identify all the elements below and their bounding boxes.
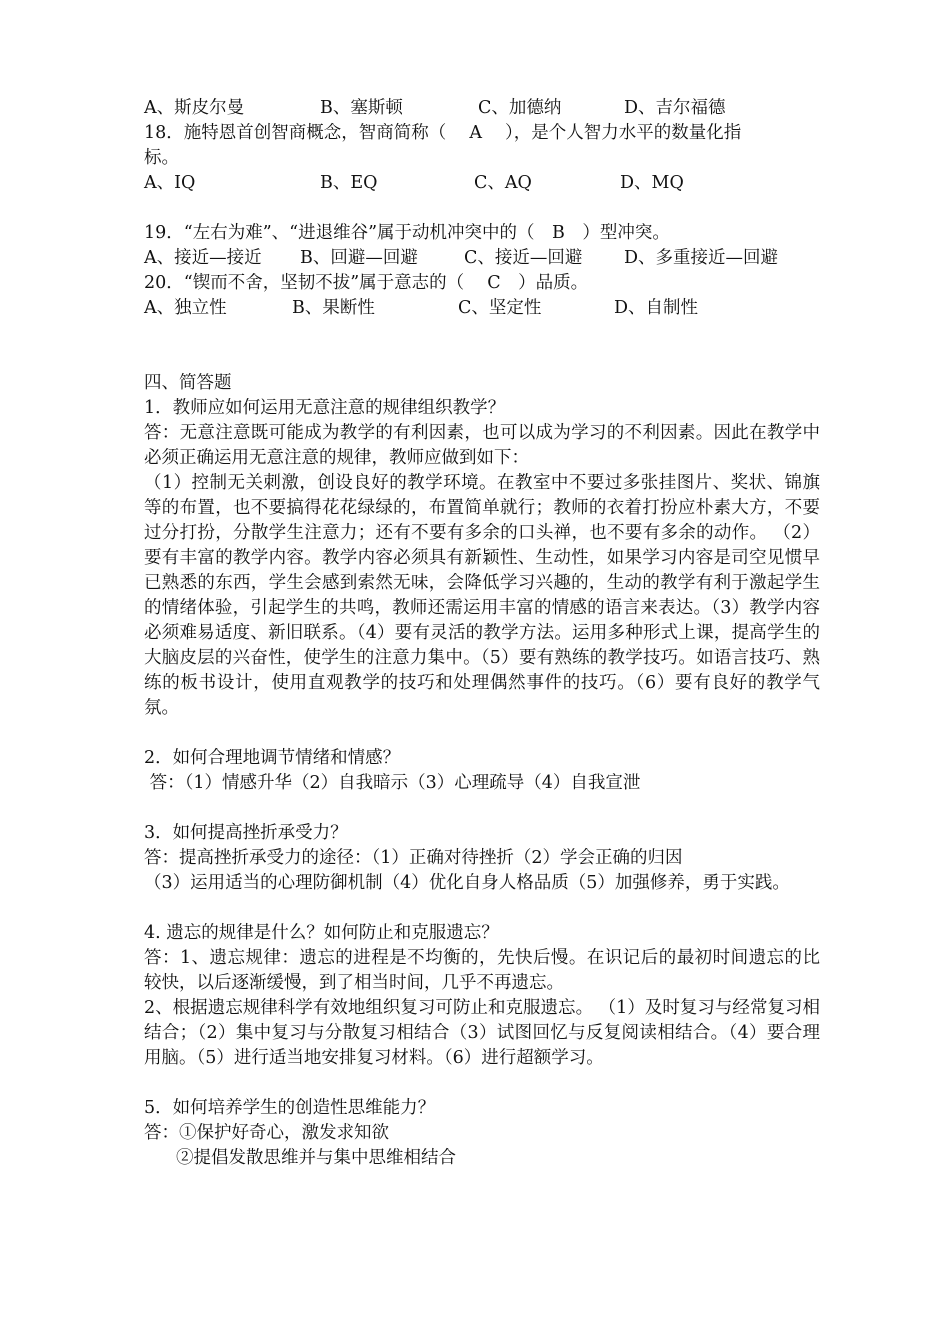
q1-answer-intro: 答：无意注意既可能成为教学的有利因素，也可以成为学习的不利因素。因此在教学中必须正确运用无意注意的规律，教师应做到如下：	[144, 423, 820, 468]
q18-option-b: B、EQ	[320, 173, 378, 193]
q2-title: 2．如何合理地调节情绪和情感？	[144, 748, 401, 768]
q18-option-a: A、IQ	[144, 173, 196, 193]
q1-answer-body: （1）控制无关刺激，创设良好的教学环境。在教室中不要过多张挂图片、奖状、锦旗等的布置，也不要搞得花花绿绿的，布置简单就行；教师的衣着打扮应朴素大方，不要过分打扮，分散学生注意力；还有不要有多余的口头禅，也不要有多余的动作。 （2）要有丰富的教学内容。教学内容必须具有新颖性、生动性，如果学习内容是司空见惯早已熟悉的东西，学生会感到索然无味，会降低学习兴趣的，生动的教学有利于激起学生的情绪体验，引起学生的共鸣，教师还需运用丰富的情感的语言来表达。（3）教学内容必须难易适度、新旧联系。（4）要有灵活的教学方法。运用多种形式上课，提高学生的大脑皮层的兴奋性，使学生的注意力集中。（5）要有熟练的教学技巧。如语言技巧、熟练的板书设计，使用直观教学的技巧和处理偶然事件的技巧。（6）要有良好的教学气氛。	[144, 473, 820, 718]
q4-answer-p2: 2、根据遗忘规律科学有效地组织复习可防止和克服遗忘。 （1）及时复习与经常复习相结合；（2）集中复习与分散复习相结合（3）试图回忆与反复阅读相结合。（4）要合理用脑。（5）进行适当地安排复习材料。（6）进行超额学习。	[144, 998, 820, 1068]
q4-title: 4. 遗忘的规律是什么？如何防止和克服遗忘？	[144, 923, 499, 943]
q17-option-d: D、吉尔福德	[624, 98, 726, 118]
q1-title: 1．教师应如何运用无意注意的规律组织教学？	[144, 398, 506, 418]
spacer	[144, 721, 820, 746]
q17-options	[144, 96, 820, 121]
q20-stem: 20．“锲而不舍，坚韧不拔”属于意志的（ C ）品质。	[144, 273, 589, 293]
spacer	[144, 1071, 820, 1096]
document-page	[144, 96, 820, 1171]
q19-option-a: A、接近—接近	[144, 248, 262, 268]
q17-option-b: B、塞斯顿	[320, 98, 403, 118]
q17-option-c: C、加德纳	[478, 98, 562, 118]
q19-option-d: D、多重接近—回避	[624, 248, 779, 268]
q3-title: 3．如何提高挫折承受力？	[144, 823, 348, 843]
q18-stem: 18．施特恩首创智商概念，智商简称（ A ），是个人智力水平的数量化指	[144, 123, 742, 143]
q2-answer: 答：（1）情感升华（2）自我暗示（3）心理疏导（4）自我宣泄	[144, 773, 641, 793]
q5-answer-2: ②提倡发散思维并与集中思维相结合	[176, 1148, 456, 1168]
q3-answer-line1: 答：提高挫折承受力的途径：（1）正确对待挫折（2）学会正确的归因	[144, 848, 683, 868]
q5-answer-1: 答：①保护好奇心，激发求知欲	[144, 1123, 389, 1143]
q18-option-c: C、AQ	[474, 173, 532, 193]
spacer	[144, 796, 820, 821]
q18-option-d: D、MQ	[620, 173, 684, 193]
q4-answer-p1: 答：1、遗忘规律：遗忘的进程是不均衡的，先快后慢。在识记后的最初时间遗忘的比较快，以后逐渐缓慢，到了相当时间，几乎不再遗忘。	[144, 948, 820, 993]
q18-options	[144, 171, 820, 196]
q18-stem-cont: 标。	[144, 148, 179, 168]
q19-stem: 19．“左右为难”、“进退维谷”属于动机冲突中的（ B ）型冲突。	[144, 223, 670, 243]
q20-option-a: A、独立性	[144, 298, 227, 318]
q19-options	[144, 246, 820, 271]
q17-option-a: A、斯皮尔曼	[144, 98, 245, 118]
q19-option-b: B、回避—回避	[300, 248, 418, 268]
q3-answer-rest: （3）运用适当的心理防御机制（4）优化自身人格品质（5）加强修养，勇于实践。	[144, 873, 790, 893]
spacer	[144, 896, 820, 921]
q20-option-b: B、果断性	[292, 298, 375, 318]
q20-option-c: C、坚定性	[458, 298, 542, 318]
q5-title: 5．如何培养学生的创造性思维能力？	[144, 1098, 436, 1118]
q20-option-d: D、自制性	[614, 298, 699, 318]
q20-options	[144, 296, 820, 321]
spacer	[144, 321, 820, 371]
section-heading: 四、简答题	[144, 373, 232, 393]
q19-option-c: C、接近—回避	[464, 248, 583, 268]
spacer	[144, 196, 820, 221]
